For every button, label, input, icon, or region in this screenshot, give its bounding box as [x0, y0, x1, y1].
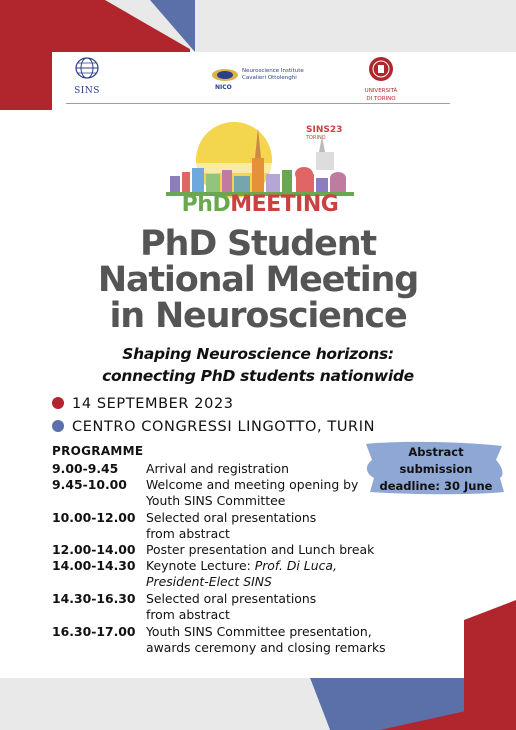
abstract-line1: Abstract [408, 445, 464, 459]
unito-line1: UNIVERSITÀ [364, 88, 398, 94]
keynote-label: Keynote Lecture: [146, 558, 255, 573]
programme-desc [146, 558, 406, 574]
programme-desc: Poster presentation and Lunch break [146, 542, 375, 557]
programme-desc-2: from abstract [146, 607, 230, 622]
programme-desc: Selected oral presentations [146, 510, 317, 525]
abstract-line2: submission [399, 462, 473, 476]
event-date [52, 396, 234, 412]
sins23-label: SINS23 [306, 125, 343, 135]
phd-word: PhD [181, 192, 231, 217]
programme-time: 12.00-14.00 [52, 542, 136, 557]
programme-desc: Welcome and meeting opening by [146, 477, 359, 492]
programme-desc-2: Youth SINS Committee [146, 493, 286, 508]
sins23-badge [306, 125, 342, 141]
title-line3: in Neuroscience [109, 296, 407, 336]
programme-desc: Selected oral presentations [146, 591, 317, 606]
nico-line2: Cavalieri Ottolenghi [242, 75, 297, 81]
programme-desc-2: from abstract [146, 526, 230, 541]
bottom-grey-band [0, 678, 330, 730]
programme-time: 14.00-14.30 [52, 558, 136, 573]
nico-short: NICO [215, 84, 232, 91]
subtitle [52, 343, 464, 387]
event-date-text: 14 SEPTEMBER 2023 [72, 396, 234, 412]
sins-logo-label: SINS [74, 86, 100, 96]
programme-time: 9.00-9.45 [52, 461, 119, 476]
subtitle-line2: connecting PhD students nationwide [102, 367, 414, 385]
subtitle-line1: Shaping Neuroscience horizons: [122, 345, 394, 363]
programme-heading: PROGRAMME [52, 444, 144, 458]
keynote-speaker-role: President-Elect SINS [146, 574, 272, 589]
title-line1: PhD Student [140, 224, 376, 264]
programme-time: 16.30-17.00 [52, 624, 136, 639]
nico-emblem-icon [210, 66, 240, 82]
blue-bullet-icon [52, 420, 64, 432]
unito-seal-icon [368, 56, 394, 82]
programme-desc-2 [146, 574, 406, 590]
unito-logo [360, 56, 402, 102]
abstract-line3: deadline: 30 June [379, 479, 493, 493]
abstract-deadline [376, 444, 496, 495]
programme-desc: Youth SINS Committee presentation, [146, 624, 372, 639]
keynote-speaker: Prof. Di Luca, [254, 558, 337, 573]
programme-desc: Arrival and registration [146, 461, 289, 476]
phd-meeting-logo [162, 192, 358, 217]
sins-logo [70, 56, 104, 96]
programme-time: 9.45-10.00 [52, 477, 127, 492]
red-bullet-icon [52, 397, 64, 409]
page-title [52, 226, 464, 334]
programme-time: 10.00-12.00 [52, 510, 136, 525]
sins23-city: TORINO [306, 135, 326, 141]
unito-line2: DI TORINO [366, 96, 396, 102]
programme-desc-2: awards ceremony and closing remarks [146, 640, 386, 655]
meeting-word: MEETING [230, 192, 339, 217]
event-venue-text: CENTRO CONGRESSI LINGOTTO, TURIN [72, 419, 376, 435]
programme-time: 14.30-16.30 [52, 591, 136, 606]
title-line2: National Meeting [97, 260, 419, 300]
brain-icon [74, 56, 100, 80]
nico-line1: Neuroscience Institute [242, 68, 304, 74]
header-divider [66, 103, 450, 104]
event-venue [52, 419, 375, 435]
